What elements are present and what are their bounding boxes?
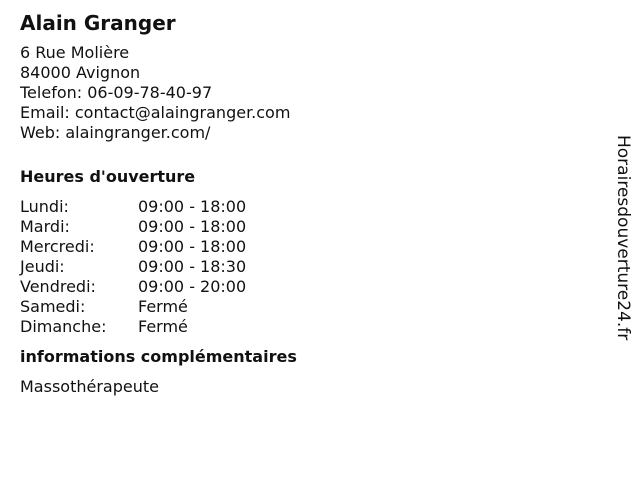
- time-value: 09:00 - 18:30: [138, 257, 247, 276]
- brand-text: Horairesdouverture24.fr: [613, 135, 633, 341]
- additional-info-text: Massothérapeute: [20, 377, 159, 396]
- day-label: Mardi:: [20, 217, 70, 236]
- opening-hours-title: Heures d'ouverture: [20, 167, 196, 186]
- vertical-brand-watermark: [610, 135, 636, 375]
- additional-info-title: informations complémentaires: [20, 347, 297, 366]
- opening-hours-table: [20, 197, 590, 337]
- hours-row-monday: [20, 197, 590, 217]
- email-line: Email: contact@alaingranger.com: [20, 103, 291, 122]
- time-value: 09:00 - 18:00: [138, 237, 247, 256]
- day-label: Vendredi:: [20, 277, 96, 296]
- address-block: [20, 43, 590, 143]
- hours-row-sunday: [20, 317, 590, 337]
- hours-row-wednesday: [20, 237, 590, 257]
- hours-row-friday: [20, 277, 590, 297]
- business-card: [20, 10, 590, 397]
- street-address: 6 Rue Molière: [20, 43, 130, 62]
- web-line: Web: alaingranger.com/: [20, 123, 211, 142]
- day-label: Mercredi:: [20, 237, 95, 256]
- time-value: Fermé: [138, 317, 188, 336]
- hours-row-saturday: [20, 297, 590, 317]
- city-address: 84000 Avignon: [20, 63, 141, 82]
- time-value: 09:00 - 20:00: [138, 277, 247, 296]
- time-value: 09:00 - 18:00: [138, 217, 247, 236]
- day-label: Lundi:: [20, 197, 69, 216]
- time-value: 09:00 - 18:00: [138, 197, 247, 216]
- day-label: Jeudi:: [20, 257, 65, 276]
- phone-line: Telefon: 06-09-78-40-97: [20, 83, 213, 102]
- hours-row-tuesday: [20, 217, 590, 237]
- business-name: Alain Granger: [20, 11, 176, 35]
- day-label: Dimanche:: [20, 317, 107, 336]
- time-value: Fermé: [138, 297, 188, 316]
- hours-row-thursday: [20, 257, 590, 277]
- day-label: Samedi:: [20, 297, 86, 316]
